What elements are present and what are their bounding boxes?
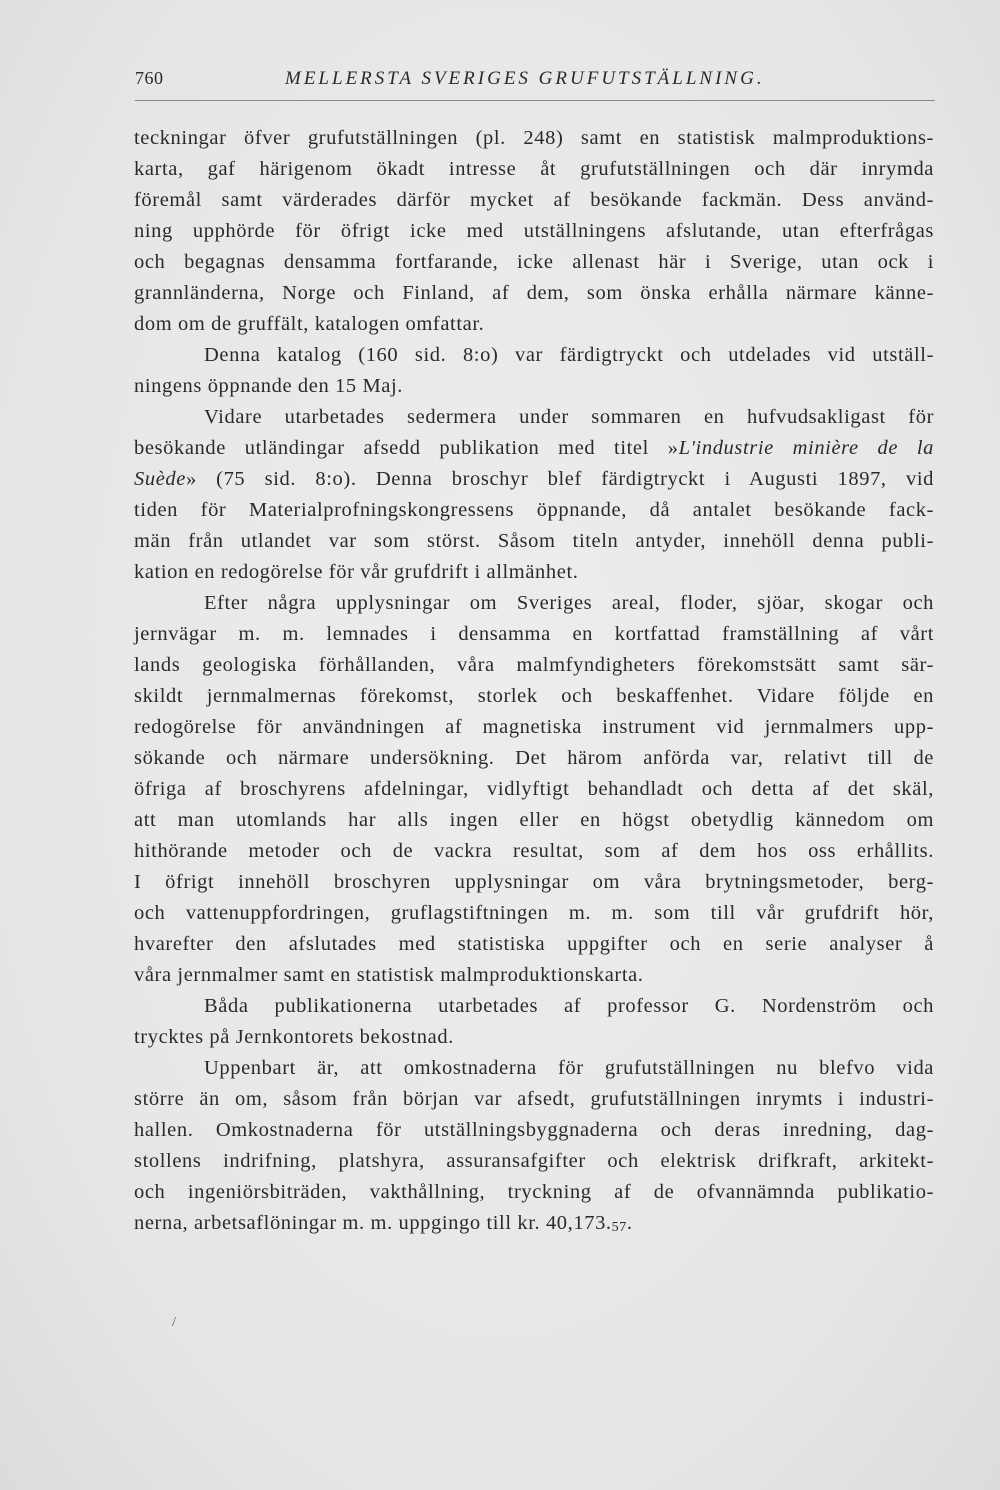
text-line: Båda publikationerna utarbetades af professor G. Nordenström och [204, 995, 934, 1017]
text-line: I öfrigt innehöll broschyren upplysningar om våra brytningsmetoder, berg- [134, 871, 934, 893]
publication-title: L'industrie minière de la [678, 437, 934, 459]
text-line: teckningar öfver grufutställningen (pl. 248) samt en statistisk malmproduktions- [134, 127, 934, 149]
text-line: Denna katalog (160 sid. 8:o) var färdigtryckt och utdelades vid utställ- [204, 344, 934, 366]
text-line: större än om, såsom från början var afsedt, grufutställningen inrymts i industri- [134, 1088, 934, 1110]
text-line: redogörelse för användningen af magnetiska instrument vid jernmalmers upp- [134, 716, 934, 738]
text-line: öfriga af broschyrens afdelningar, vidlyftigt behandladt och detta af det skäl, [134, 778, 934, 800]
header-rule [135, 100, 935, 101]
text-line: karta, gaf härigenom ökadt intresse åt grufutställningen och där inrymda [134, 158, 934, 180]
text-line: trycktes på Jernkontorets bekostnad. [134, 1026, 454, 1048]
stray-mark: / [172, 1315, 176, 1330]
text-line: ning upphörde för öfrigt icke med utställningens afslutande, utan efterfrågas [134, 220, 934, 242]
text-line: stollens indrifning, platshyra, assuransafgifter och elektrisk drifkraft, arkitekt- [134, 1150, 934, 1172]
text-line: föremål samt värderades därför mycket af besökande fackmän. Dess använd- [134, 189, 934, 211]
text-segment: » (75 sid. 8:o). Denna broschyr blef färdigtryckt i Augusti 1897, vid [185, 468, 934, 490]
text-segment: . [626, 1212, 633, 1234]
text-line: Vidare utarbetades sedermera under sommaren en hufvudsakligast för [204, 406, 934, 428]
text-line: hvarefter den afslutades med statistiska uppgifter och en serie analyser å [134, 933, 934, 955]
text-line: hallen. Omkostnaderna för utställningsbyggnaderna och deras inredning, dag- [134, 1119, 934, 1141]
text-line: hithörande metoder och de vackra resultat, som af dem hos oss erhållits. [134, 840, 934, 862]
page-header [135, 64, 935, 104]
text-line: lands geologiska förhållanden, våra malmfyndigheters förekomstsätt samt sär- [134, 654, 934, 676]
running-title: MELLERSTA SVERIGES GRUFUTSTÄLLNING. [285, 68, 765, 89]
text-line: kation en redogörelse för vår grufdrift i allmänhet. [134, 561, 579, 583]
text-line: och begagnas densamma fortfarande, icke allenast här i Sverige, utan ock i [134, 251, 934, 273]
text-line: sökande och närmare undersökning. Det härom anförda var, relativt till de [134, 747, 934, 769]
text-line-with-amount [134, 1208, 934, 1239]
text-line: män från utlandet var som störst. Såsom titeln antyder, innehöll denna publi- [134, 530, 934, 552]
text-line: dom om de gruffält, katalogen omfattar. [134, 313, 485, 335]
text-line-with-title [134, 464, 934, 495]
text-line: skildt jernmalmernas förekomst, storlek och beskaffenhet. Vidare följde en [134, 685, 934, 707]
publication-title-end: Suède [134, 468, 186, 490]
text-line: tiden för Materialprofningskongressens öppnande, då antalet besökande fack- [134, 499, 934, 521]
text-line: och vattenuppfordringen, gruflagstiftningen m. m. som till vår grufdrift hör, [134, 902, 934, 924]
text-line-with-title [134, 433, 934, 464]
body-text [134, 123, 934, 1239]
amount-decimals: 57 [611, 1220, 627, 1235]
text-line: grannländerna, Norge och Finland, af dem, som önska erhålla närmare känne- [134, 282, 934, 304]
text-segment: besökande utländingar afsedd publikation med titel » [134, 437, 679, 459]
text-line: Efter några upplysningar om Sveriges areal, floder, sjöar, skogar och [204, 592, 934, 614]
text-line: våra jernmalmer samt en statistisk malmproduktionskarta. [134, 964, 644, 986]
text-segment: nerna, arbetsaflöningar m. m. uppgingo till kr. 40,173. [134, 1212, 612, 1234]
page-number: 760 [135, 68, 164, 88]
text-line: ningens öppnande den 15 Maj. [134, 375, 404, 397]
text-line: jernvägar m. m. lemnades i densamma en kortfattad framställning af vårt [134, 623, 934, 645]
text-line: Uppenbart är, att omkostnaderna för grufutställningen nu blefvo vida [204, 1057, 934, 1079]
text-line: och ingeniörsbiträden, vakthållning, tryckning af de ofvannämnda publikatio- [134, 1181, 934, 1203]
text-line: att man utomlands har alls ingen eller en högst obetydlig kännedom om [134, 809, 934, 831]
